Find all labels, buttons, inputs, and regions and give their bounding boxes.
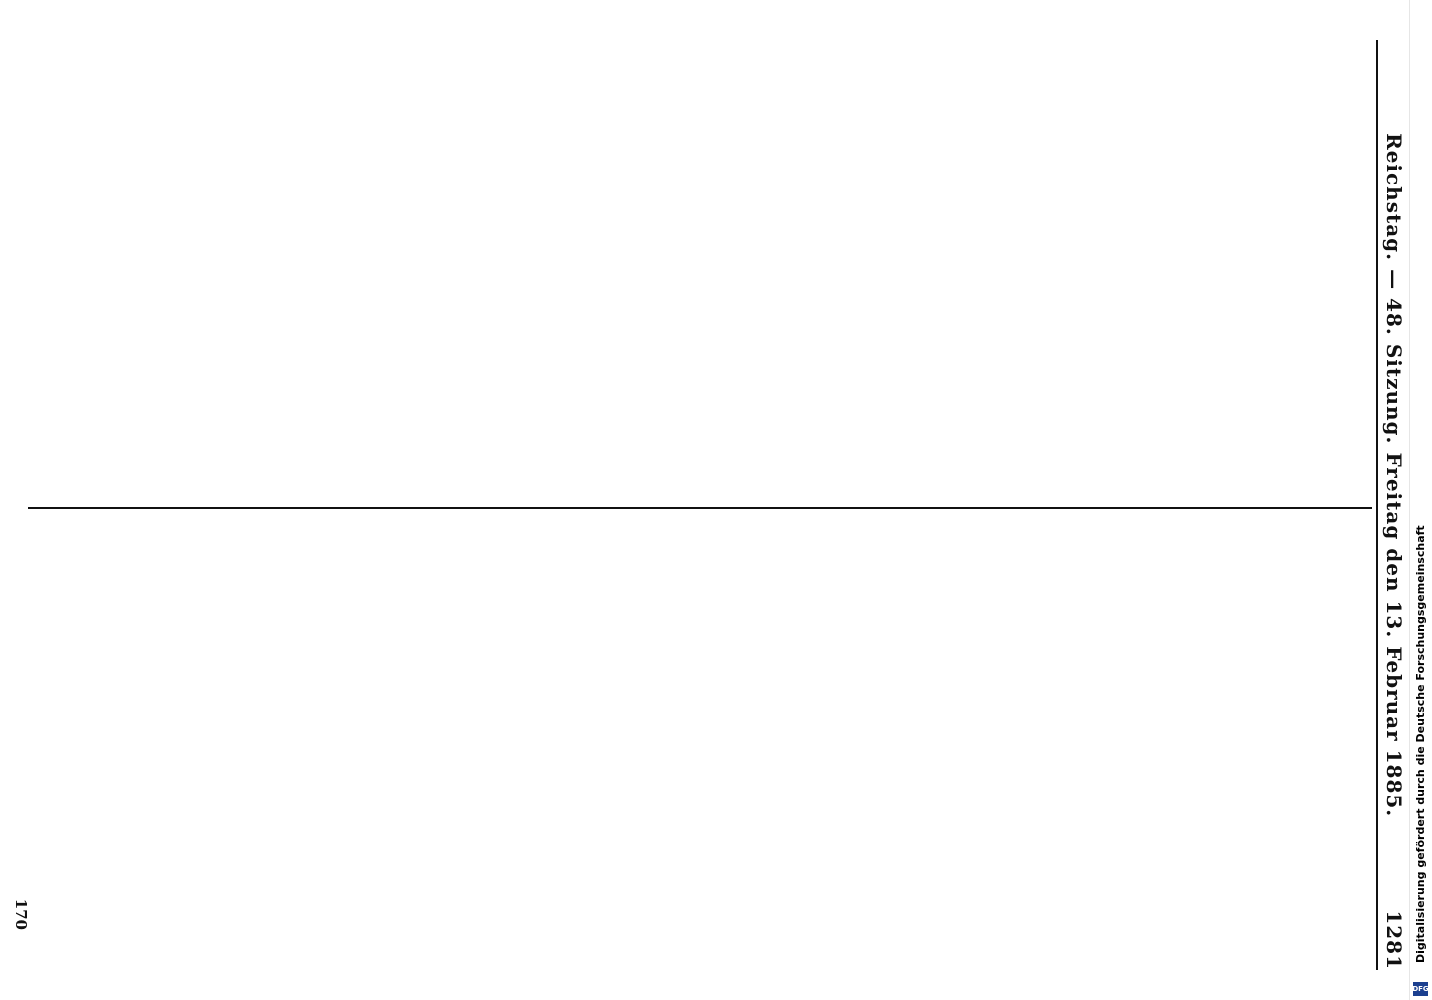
- text-column-right: [38, 520, 1364, 972]
- dfg-logo: DFG: [1413, 982, 1428, 996]
- header-rule: [1376, 40, 1378, 970]
- signature-mark: 170: [12, 898, 30, 930]
- page-title: Reichstag. — 48. Sitzung. Freitag den 13. Februar 1885.: [1382, 133, 1406, 818]
- sidebar-credit: Digitalisierung gefördert durch die Deutsche Forschungsgemeinschaft: [1414, 525, 1427, 963]
- text-column-left: [38, 40, 1364, 495]
- page-number: 1281: [1382, 910, 1406, 970]
- page-header: [1382, 40, 1412, 970]
- sidebar-strip: [1409, 0, 1432, 1000]
- column-divider: [28, 507, 1372, 509]
